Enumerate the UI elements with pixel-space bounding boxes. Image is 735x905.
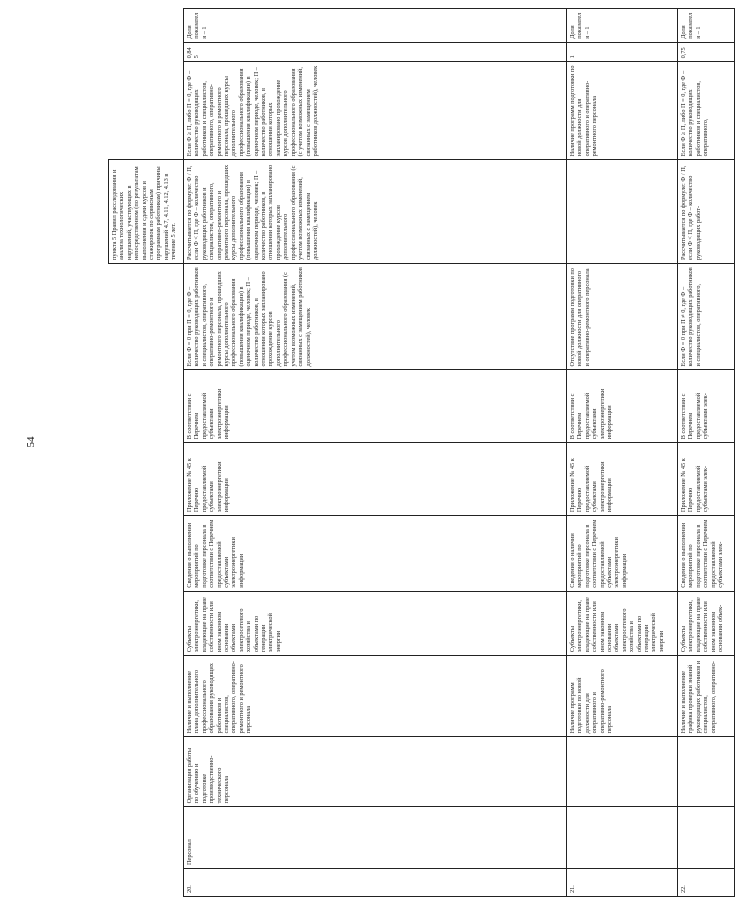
- indicator-cell: [678, 807, 735, 869]
- indicator-cell: [567, 807, 678, 869]
- empty-cell: [109, 264, 184, 897]
- requirement-cell: Наличие и выполнение графика проверки знаний руководящих работников и специалистов, оперативного, оперативно-: [678, 656, 735, 737]
- calc-zero-cell: Если Ф = 0 при П ≠ 0, где Ф – количество руководящих работников и специалистов, оперативного,: [678, 264, 735, 370]
- table-row: [567, 9, 678, 897]
- calc-full-cell: Если Ф ≥ П, либо П = 0, где Ф – количество руководящих работников и специалистов, оперативного,: [678, 62, 735, 160]
- row-number: 20.: [184, 869, 567, 897]
- calc-full-cell: Если Ф ≥ П, либо П = 0, где Ф – количество руководящих работников и специалистов, оперативного, оперативно-ремонтного и ремонтного персонала, прошедших курсы дополнительного профессионального образования (повышения квалификации) в оценочном периоде, человек; П – количество работников, в отношении которых запланировано прохождение курсов дополнительного профессионального образования (с учетом возможных изменений, связанных с замещением работников должностей), человек: [184, 62, 567, 160]
- document-sheet: [50, 0, 725, 905]
- subjects-cell: Субъекты электроэнергетики, владеющие на праве собственности или ином законном основании объектами электросетевого хозяйства и объектами по генерации электрической энергии: [567, 591, 678, 655]
- row-number: 21.: [567, 869, 678, 897]
- requirement-cell: Наличие и выполнение плана дополнительного профессионального образования руководящих работников и специалистов, оперативного, оперативно-ремонтного и ремонтного персонала: [184, 656, 567, 737]
- info-cell: Сведения о наличии мероприятий по подготовке персонала в соответствии с Перечнем предоставляемой субъектами электроэнергетики информации: [567, 516, 678, 592]
- list-cell: В соответствии с Перечнем предоставляемой субъектами электроэнергетики информации: [567, 370, 678, 443]
- weight-cell: 1: [567, 42, 678, 62]
- weight-cell: 0,845: [184, 42, 567, 62]
- page-number: 54: [25, 436, 37, 448]
- unit-cell: Доля показателя – 1: [184, 9, 567, 43]
- calc-full-cell: Наличие программ подготовки по новой должности для оперативного и оперативно-ремонтного персонала: [567, 62, 678, 160]
- organization-cell: Организация работы по обучению и подготовке производственно-технического персонала: [184, 737, 567, 807]
- calc-formula-cell: Рассчитывается по формуле: Ф / П, если Ф < П, где Ф – количество руководящих работников и специалистов, оперативного, оперативно-ремонтного и ремонтного персонала, прошедших курсы дополнительного профессионального образования (повышения квалификации) в оценочном периоде, человек; П – количество работников, в отношении которых запланировано прохождение курсов дополнительного профессионального образования (с учетом возможных изменений, связанных с замещением должностей), человек: [184, 160, 567, 264]
- list-cell: В соответствии с Перечнем предоставляемой субъектами электроэнергетики информации: [184, 370, 567, 443]
- subjects-cell: Субъекты электроэнергетики, владеющие на праве собственности или ином законном основании объектами электросетевого хозяйства и объектами по генерации электрической энергии: [184, 591, 567, 655]
- table-row: [678, 9, 735, 897]
- info-cell: Сведения о выполнении мероприятий по подготовке персонала в соответствии с Перечнем предоставляемой субъектами электроэнергетики информации: [184, 516, 567, 592]
- appendix-cell: Приложение № 45 к Перечню предоставляемой субъектами электроэнергетики информации: [567, 443, 678, 516]
- subjects-cell: Субъекты электроэнергетики, владеющие на праве собственности или ином законном основании объек-: [678, 591, 735, 655]
- appendix-cell: Приложение № 45 к Перечню предоставляемой субъектами электроэнергетики информации: [184, 443, 567, 516]
- weight-cell: 0,75: [678, 42, 735, 62]
- indicator-cell: Персонал: [184, 807, 567, 869]
- table-row: [184, 9, 567, 897]
- rotated-table-wrapper: [50, 0, 725, 905]
- organization-cell: [567, 737, 678, 807]
- table-header-fragment: пункта 5 Правил расследования и анализа технологических нарушений, участвующих в непосредственном (по результатам выполнения и сдачи курсов и стажировок по сервисным программам работникам) причины нарушений 4.7, 4.11, 4.12, 4.13 в течение 5 лет.: [109, 160, 184, 264]
- requirement-cell: Наличие программ подготовки по новой должности для оперативного и оперативно-ремонтного персонала: [567, 656, 678, 737]
- calc-formula-cell: Рассчитывается по формуле: Ф / П, если Ф < П, где Ф – количество руководящих работ-: [678, 160, 735, 264]
- unit-cell: Доля показателя – 1: [567, 9, 678, 43]
- list-cell: В соответствии с Перечнем предоставляемой субъектами элек-: [678, 370, 735, 443]
- calc-zero-cell: Отсутствие программ подготовки по новой должности для оперативного и оперативно-ремонтного персонала: [567, 264, 678, 370]
- calc-formula-cell: [567, 160, 678, 264]
- unit-cell: Доля показателя – 1: [678, 9, 735, 43]
- appendix-cell: Приложение № 45 к Перечню предоставляемой субъектами элек-: [678, 443, 735, 516]
- calc-zero-cell: Если Ф = 0 при П = 0, где Ф – количество руководящих работников и специалистов, оперативного, оперативно-ремонтного и ремонтного персонала, прошедших курсы дополнительного профессионального образования (повышения квалификации) в оценочном периоде, человек; П – количество работников, в отношении которых запланировано прохождение курсов дополнительного профессионального образования (с учетом возможных изменений, связанных с замещением работников должностей), человек: [184, 264, 567, 370]
- info-cell: Сведения о выполнении мероприятий по подготовке персонала в соответствии с Перечнем предоставляемой субъектами элек-: [678, 516, 735, 592]
- table-header-fragment-row: [109, 9, 184, 897]
- row-number: 22.: [678, 869, 735, 897]
- organization-cell: [678, 737, 735, 807]
- empty-cell: [109, 9, 184, 160]
- criteria-table: [108, 8, 735, 897]
